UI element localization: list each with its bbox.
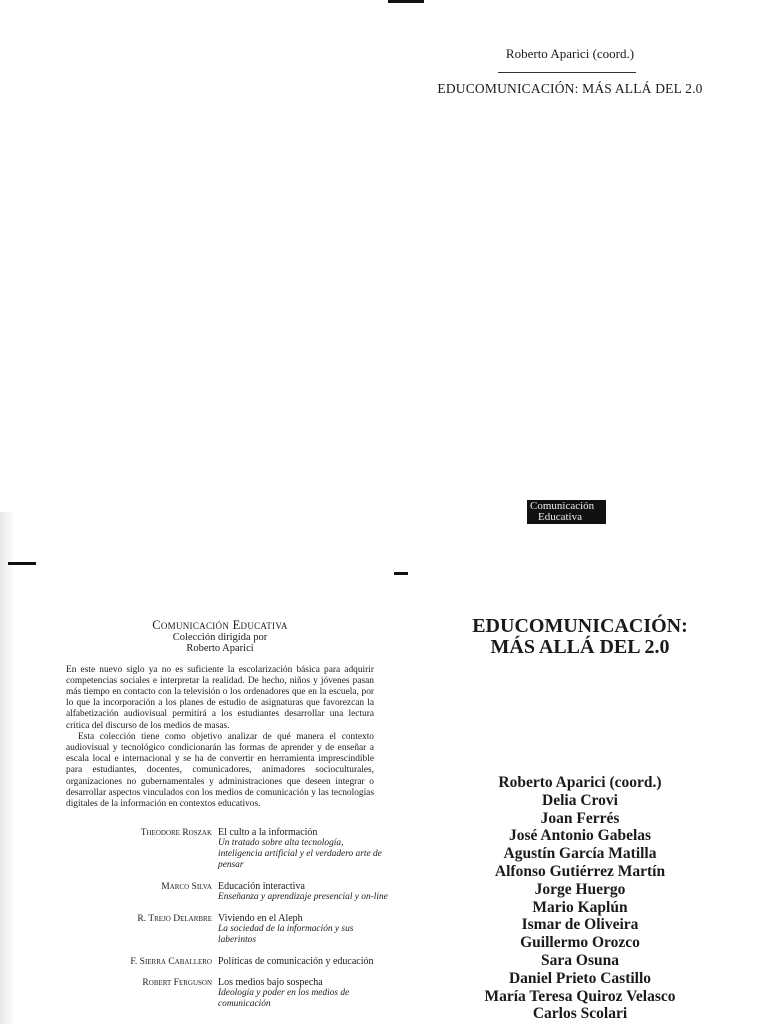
contributor-list xyxy=(430,774,730,1023)
contributor-name: José Antonio Gabelas xyxy=(508,827,652,845)
contributor-name: Daniel Prieto Castillo xyxy=(508,969,652,987)
scan-edge xyxy=(0,512,14,1024)
title-page-heading xyxy=(430,616,730,658)
book-title: Educación interactiva xyxy=(218,881,305,892)
book-entry xyxy=(118,827,388,871)
book-title: Políticas de comunicación y educación xyxy=(218,956,374,967)
book-title: Viviendo en el Aleph xyxy=(218,913,303,924)
series-book-list xyxy=(118,827,388,1020)
book-entry xyxy=(118,881,388,903)
book-title-header: EDUCOMUNICACIÓN: MÁS ALLÁ DEL 2.0 xyxy=(437,81,703,96)
book-subtitle: Ideología y poder en los medios de comunicación xyxy=(218,988,350,1009)
book-author: F. Sierra Caballero xyxy=(130,957,212,967)
book-author: Robert Ferguson xyxy=(142,978,212,988)
contributor-name: Carlos Scolari xyxy=(532,1005,628,1023)
logo-line-1: Comunicación xyxy=(530,500,595,512)
book-entry xyxy=(118,913,388,946)
series-description xyxy=(66,620,374,810)
contributor-name: Sara Osuna xyxy=(541,951,619,969)
book-author: R. Trejo Delarbre xyxy=(137,914,212,924)
series-director-line-1: Colección dirigida por xyxy=(172,631,268,643)
scan-mark-top xyxy=(388,0,424,3)
title-line-1: EDUCOMUNICACIÓN: xyxy=(472,615,688,637)
book-author: Marco Silva xyxy=(161,882,212,892)
contributor-name: Roberto Aparici (coord.) xyxy=(498,774,662,791)
series-blurb xyxy=(66,665,374,811)
book-entry xyxy=(118,977,388,1010)
scan-mark-left xyxy=(8,562,36,565)
contributor-name: Jorge Huergo xyxy=(534,880,626,898)
book-subtitle: Enseñanza y aprendizaje presencial y on-line xyxy=(218,892,388,902)
contributor-name: Alfonso Gutiérrez Martín xyxy=(494,862,666,880)
series-director-line-2: Roberto Aparici xyxy=(186,643,254,655)
contributor-name: Agustín García Matilla xyxy=(503,845,657,863)
contributor-name: Joan Ferrés xyxy=(540,809,620,827)
book-title: Los medios bajo sospecha xyxy=(218,977,323,988)
book-subtitle: La sociedad de la información y sus laberintos xyxy=(218,924,354,945)
divider-rule xyxy=(498,72,636,73)
coordinator-name: Roberto Aparici (coord.) xyxy=(505,46,635,61)
scan-mark-center xyxy=(394,572,408,575)
title-line-2: MÁS ALLÁ DEL 2.0 xyxy=(490,636,670,658)
contributor-name: María Teresa Quiroz Velasco xyxy=(484,987,676,1005)
logo-line-2: Educativa xyxy=(538,511,582,523)
book-subtitle: Un tratado sobre alta tecnología, inteligencia artificial y el verdadero arte de pensar xyxy=(218,838,382,870)
book-title: El culto a la información xyxy=(218,827,318,838)
series-title: Comunicación Educativa xyxy=(152,618,288,632)
contributor-name: Delia Crovi xyxy=(542,791,618,809)
contributor-name: Ismar de Oliveira xyxy=(521,916,639,934)
blurb-paragraph-1: En este nuevo siglo ya no es suficiente la escolarización básica para adquirir competencias sociales e interpretar la realidad. De hecho, niños y jóvenes pasan más tiempo en contacto con la televisión o los ordenadores que en la escuela, por lo que la incorporación a los planes de estudio de asignaturas que favorezcan la alfabetización audiovisual permitirá a los estudiantes desarrollar una lectura crítica del discurso de los medios de masas. xyxy=(66,664,374,731)
book-entry xyxy=(118,956,388,967)
contributor-name: Guillermo Orozco xyxy=(520,934,640,952)
bottom-page xyxy=(0,512,768,1024)
blurb-paragraph-2: Esta colección tiene como objetivo analizar de qué manera el contexto audiovisual y tecnológico condicionarán las formas de aprender y de enseñar a escala local e internacional y se ha de convertir en herramienta imprescindible para estudiantes, docentes, comunicadores, animadores socioculturales, organizaciones no gubernamentales y administraciones que deseen integrar o desarrollar aspectos vinculados con los medios de comunicación y las tecnologías digitales de la información en contextos educativos. xyxy=(66,731,374,810)
book-author: Theodore Roszak xyxy=(140,828,212,838)
contributor-name: Mario Kaplún xyxy=(532,898,628,916)
